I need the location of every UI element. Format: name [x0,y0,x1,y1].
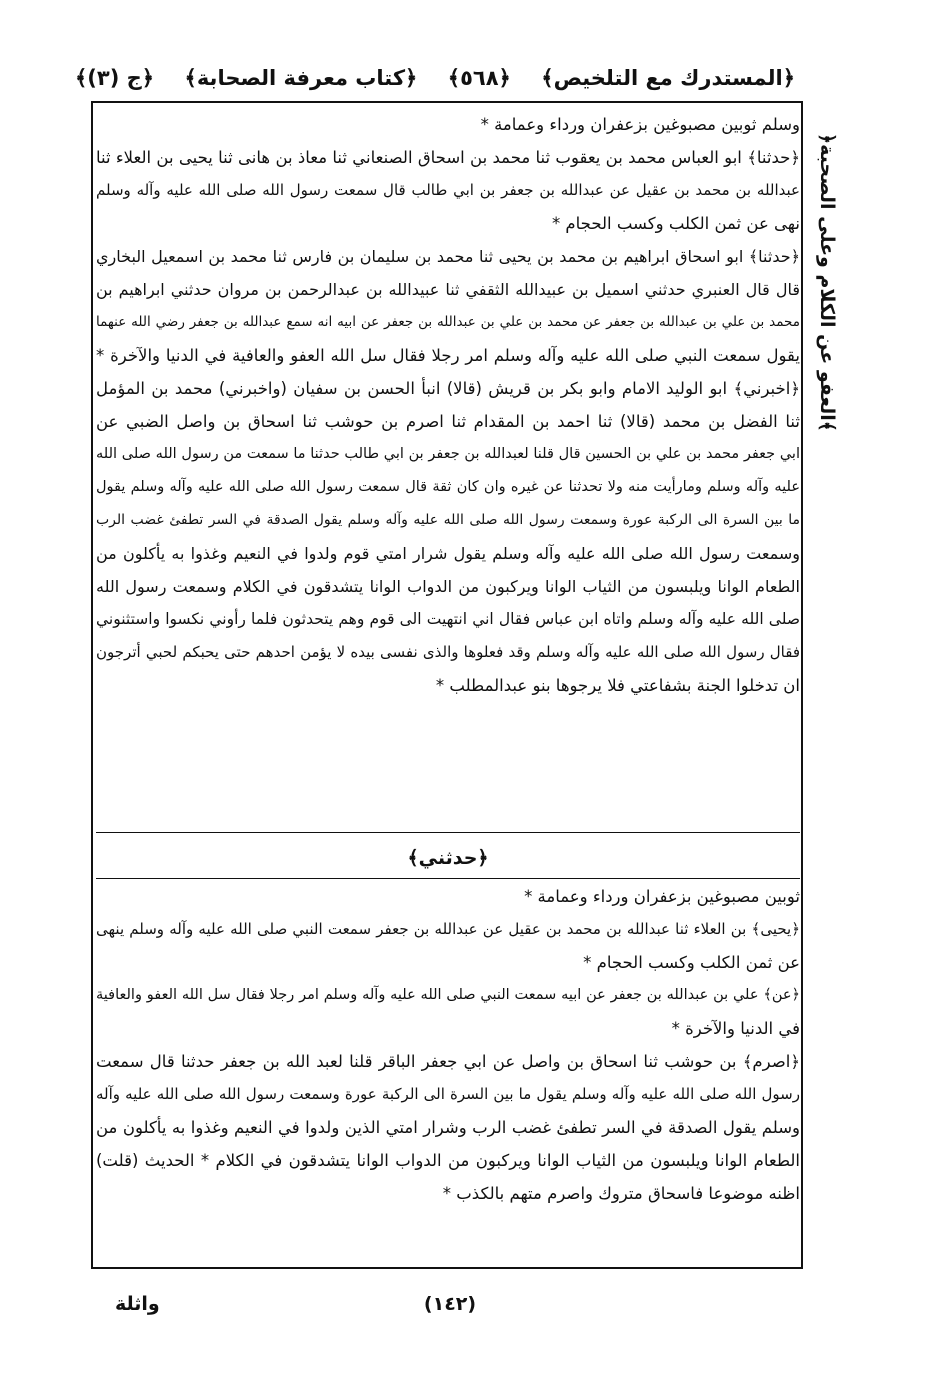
text-line: عبدالله بن محمد بن عقيل عن عبدالله بن جعفر بن ابي طالب قال سمعت رسول الله صلى الله عليه وآله وسلم [96,181,800,199]
text-line: ما بين السرة الى الركبة عورة وسمعت رسول الله صلى الله عليه وآله وسلم يقول الصدقة في السر تطفئ غضب الرب [96,512,800,528]
text-line: وسمعت رسول الله صلى الله عليه وآله وسلم يقول شرار امتي قوم ولدوا في النعيم وغذوا به يأكلون من [96,544,800,563]
catchword: واثلة [115,1293,160,1315]
text-line: عليه وآله وسلم ومارأيت منه ولا تحدثنا عن غيره وان كان ثقة قال سمعت رسول الله صلى الله عليه وآله وسلم يقول [96,479,800,495]
text-line: الطعام الوانا ويلبسون من الثياب الوانا ويركبون من الدواب الوانا يتشدقون في الكلام * الحديث (قلت) [96,1151,800,1170]
text-line: ثوبين مصبوغين بزعفران ورداء وعمامة * [524,887,800,906]
text-line: نهى عن ثمن الكلب وكسب الحجام * [551,214,800,233]
main-text [96,108,800,702]
text-line: ﴿يحيى﴾ بن العلاء ثنا عبدالله بن محمد بن عقيل عن عبدالله بن جعفر سمعت النبي صلى الله عليه وآله وسلم ينهى [96,920,800,938]
text-line: وسلم ثوبين مصبوغين بزعفران ورداء وعمامة * [480,115,800,134]
text-line: ابي جعفر محمد بن علي بن الحسين قال قلنا لعبدالله بن جعفر بن ابي طالب حدثنا ما سمعت من رسول الله صلى الله [96,446,800,462]
header-chapter-title: ﴿كتاب معرفة الصحابة﴾ [184,66,418,90]
text-line: وسلم يقول الصدقة في السر تطفئ غضب الرب وشرار امتي الذين ولدوا في النعيم وغذوا به يأكلون من [96,1118,800,1137]
text-line: عن ثمن الكلب وكسب الحجام * [583,953,800,972]
text-line: ﴿عن﴾ علي بن عبدالله بن جعفر عن ابيه سمعت النبي صلى الله عليه وآله وسلم امر رجلا فقال سل الله العفو والعافية [96,987,800,1003]
text-line: قال قال العنبري حدثني اسميل بن عبيدالله الثقفي ثنا عبيدالله بن عبدالرحمن بن مروان حدثني ابراهيم بن [96,280,800,299]
footer-page-number: (١٤٢) [423,1293,477,1315]
margin-note: ﴿العفو عن الكلام وعلى الصحبة﴾ [816,133,838,432]
text-line: ان تدخلوا الجنة بشفاعتي فلا يرجوها بنو عبدالمطلب * [435,676,800,695]
talkhis-heading: ﴿حدثني﴾ [407,847,489,869]
section-divider [96,878,800,879]
header-book-title: ﴿المستدرك مع التلخيص﴾ [541,66,795,90]
text-line: ﴿اخبرني﴾ ابو الوليد الامام وابو بكر بن قريش (قالا) انبأ الحسن بن سفيان (واخبرني) محمد بن المؤمل [96,379,800,398]
header-volume: ﴿ج (٣)﴾ [75,66,155,90]
text-line: في الدنيا والآخرة * [671,1019,800,1038]
text-line: الطعام الوانا ويلبسون من الثياب الوانا ويركبون من الدواب الوانا يتشدقون في الكلام وسمعت رسول الله [96,577,800,596]
text-line: رسول الله صلى الله عليه وآله وسلم يقول ما بين السرة الى الركبة عورة وسمعت رسول الله صلى الله عليه وآله [96,1085,800,1103]
header-page-number: ﴿٥٦٨﴾ [447,66,511,90]
talkhis-text [96,880,800,1210]
text-line: ﴿حدثنا﴾ ابو اسحاق ابراهيم بن محمد بن يحيى ثنا محمد بن سليمان بن فارس ثنا محمد بن اسمعيل البخاري [96,247,800,266]
text-line: ﴿حدثنا﴾ ابو العباس محمد بن يعقوب ثنا محمد بن اسحاق الصنعاني ثنا معاذ بن هانى ثنا يحيى بن العلاء ثنا [96,148,800,167]
text-line: فقال رسول الله صلى الله عليه وآله وسلم وقد فعلوها والذى نفسى بيده لا يؤمن احدهم حتى يحبكم لحبي أترجون [96,643,800,661]
text-line: ﴿اصرم﴾ بن حوشب ثنا اسحاق بن واصل عن ابي جعفر الباقر قلنا لعبد الله بن جعفر حدثنا قال سمعت [96,1052,800,1071]
running-header [75,58,795,98]
text-line: يقول سمعت النبي صلى الله عليه وآله وسلم امر رجلا فقال سل الله العفو والعافية في الدنيا والآخرة * [96,346,800,365]
text-line: اظنه موضوعا فاسحاق متروك واصرم متهم بالكذب * [442,1184,800,1203]
text-line: محمد بن علي بن عبدالله بن جعفر عن محمد بن علي بن عبدالله بن جعفر عن ابيه انه سمع عبدالله بن جعفر رضي الله عنهما [96,314,800,330]
page-footer [95,1286,795,1322]
section-divider [96,832,800,833]
text-line: صلى الله عليه وآله وسلم واتاه ابن عباس فقال اني انتهيت الى قوم وهم يتحدثون فلما رأوني نكسوا واستثنوني [96,610,800,628]
text-line: ثنا الفضل بن محمد (قالا) ثنا احمد بن المقدام ثنا اصرم بن حوشب ثنا اسحاق بن واصل الضبي عن [96,412,800,431]
